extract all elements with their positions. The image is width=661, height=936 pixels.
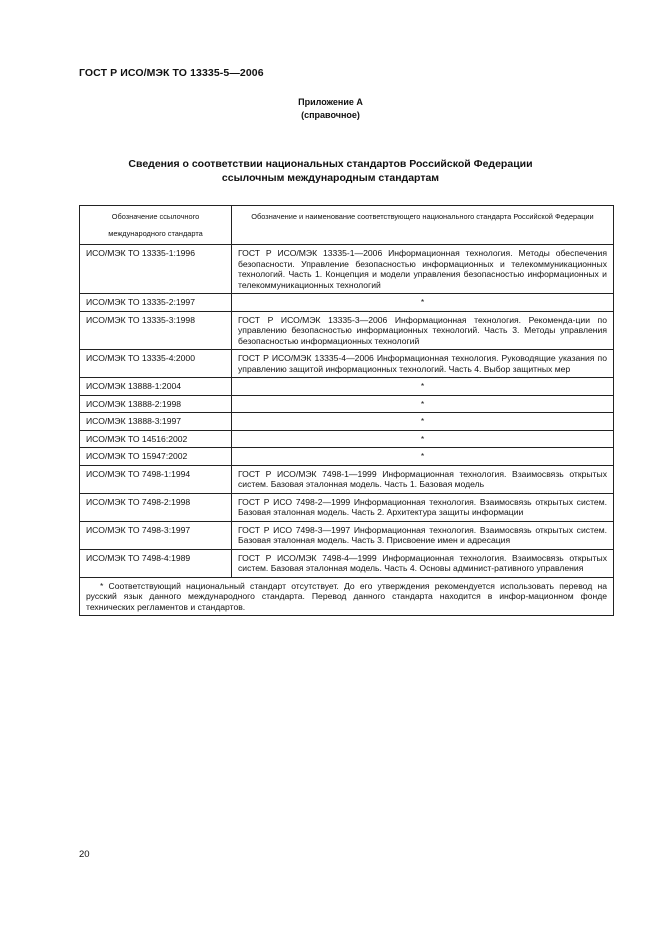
table-footnote-row [80, 577, 614, 616]
national-standard-cell: ГОСТ Р ИСО/МЭК 13335-4—2006 Информационная технология. Руководящие указания по управлению защитой информационных технологий. Часть 4. Выбор защитных мер [232, 350, 614, 378]
table-footnote: * Соответствующий национальный стандарт отсутствует. До его утверждения рекомендуется использовать перевод на русский язык данного международного стандарта. Перевод данного стандарта находится в инфор-мационном фонде технических регламентов и стандартов. [80, 577, 614, 616]
reference-standard-cell: ИСО/МЭК ТО 13335-1:1996 [80, 245, 232, 294]
reference-standard-cell: ИСО/МЭК 13888-1:2004 [80, 378, 232, 396]
table-row [80, 350, 614, 378]
reference-standard-cell: ИСО/МЭК ТО 13335-2:1997 [80, 294, 232, 312]
reference-standard-cell: ИСО/МЭК ТО 13335-4:2000 [80, 350, 232, 378]
national-standard-cell: * [232, 395, 614, 413]
document-code: ГОСТ Р ИСО/МЭК ТО 13335-5—2006 [79, 67, 264, 79]
section-title-line-1: Сведения о соответствии национальных стандартов Российской Федерации [128, 158, 533, 170]
reference-standard-cell: ИСО/МЭК ТО 7498-1:1994 [80, 465, 232, 493]
reference-standard-cell: ИСО/МЭК ТО 14516:2002 [80, 430, 232, 448]
national-standard-cell: * [232, 448, 614, 466]
section-title-line-2: ссылочным международным стандартам [221, 172, 440, 184]
national-standard-cell: ГОСТ Р ИСО/МЭК 7498-4—1999 Информационная технология. Взаимосвязь открытых систем. Базовая эталонная модель. Часть 4. Основы админист-ративного управления [232, 549, 614, 577]
appendix-heading [0, 96, 661, 122]
reference-standard-cell: ИСО/МЭК ТО 7498-3:1997 [80, 521, 232, 549]
appendix-label: Приложение А [298, 97, 363, 107]
national-standard-cell: ГОСТ Р ИСО 7498-3—1997 Информационная технология. Взаимосвязь открытых систем. Базовая эталонная модель. Часть 3. Присвоение имен и адресация [232, 521, 614, 549]
table-row [80, 465, 614, 493]
national-standard-cell: * [232, 378, 614, 396]
reference-standard-cell: ИСО/МЭК 13888-3:1997 [80, 413, 232, 431]
table-row [80, 549, 614, 577]
table-row [80, 493, 614, 521]
reference-standard-cell: ИСО/МЭК ТО 15947:2002 [80, 448, 232, 466]
table-row [80, 521, 614, 549]
national-standard-cell: ГОСТ Р ИСО/МЭК 7498-1—1999 Информационная технология. Взаимосвязь открытых систем. Базовая эталонная модель. Часть 1. Базовая модель [232, 465, 614, 493]
national-standard-cell: ГОСТ Р ИСО/МЭК 13335-1—2006 Информационная технология. Методы обеспечения безопасности. Управление безопасностью информационных и телекоммуникационных технологий. Часть 1. Концепция и модели управления безопасностью информационных и телекоммуникационных технологий [232, 245, 614, 294]
national-standard-cell: ГОСТ Р ИСО/МЭК 13335-3—2006 Информационная технология. Рекоменда-ции по управлению безопасностью информационных технологий. Часть 3. Методы управления безопасностью информационных технологий [232, 311, 614, 350]
page-number: 20 [79, 849, 90, 860]
appendix-type: (справочное) [301, 110, 360, 120]
section-title [0, 157, 661, 185]
national-standard-cell: ГОСТ Р ИСО 7498-2—1999 Информационная технология. Взаимосвязь открытых систем. Базовая эталонная модель. Часть 2. Архитектура защиты информации [232, 493, 614, 521]
table-header-row [80, 206, 614, 245]
table-row [80, 245, 614, 294]
table-row [80, 378, 614, 396]
table-row [80, 395, 614, 413]
national-standard-cell: * [232, 294, 614, 312]
table-row [80, 448, 614, 466]
reference-standard-cell: ИСО/МЭК ТО 7498-2:1998 [80, 493, 232, 521]
national-standard-cell: * [232, 413, 614, 431]
reference-standard-cell: ИСО/МЭК 13888-2:1998 [80, 395, 232, 413]
reference-standard-cell: ИСО/МЭК ТО 7498-4:1989 [80, 549, 232, 577]
header-reference-standard: Обозначение ссылочного международного стандарта [80, 206, 232, 245]
table-row [80, 413, 614, 431]
table-row [80, 294, 614, 312]
national-standard-cell: * [232, 430, 614, 448]
table-row [80, 430, 614, 448]
header-national-standard: Обозначение и наименование соответствующего национального стандарта Российской Федерации [232, 206, 614, 245]
correspondence-table [79, 205, 614, 616]
reference-standard-cell: ИСО/МЭК ТО 13335-3:1998 [80, 311, 232, 350]
table-row [80, 311, 614, 350]
